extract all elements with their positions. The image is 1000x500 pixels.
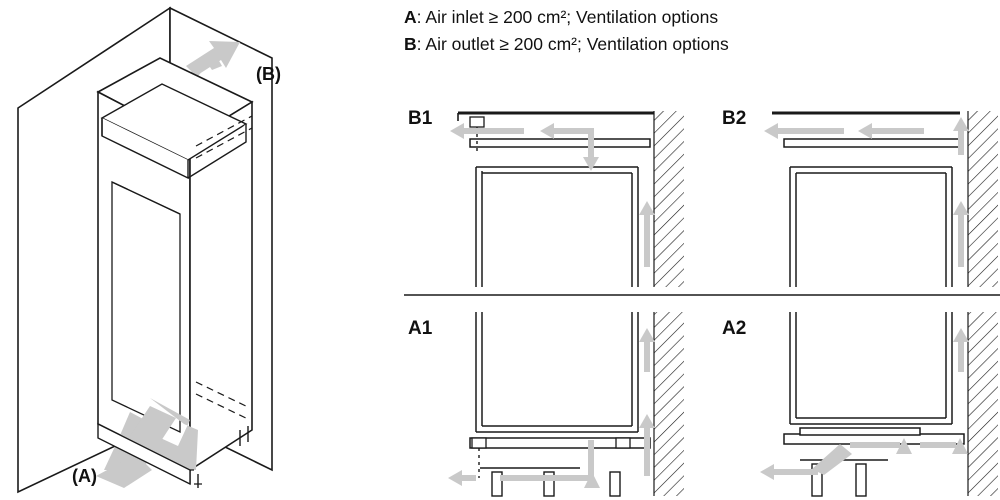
arrow-icon-inlet-left <box>760 444 852 480</box>
legend-text-a: : Air inlet ≥ 200 cm²; Ventilation options <box>416 7 719 27</box>
panel-label-b1: B1 <box>408 108 433 129</box>
arrow-icon-rear-up-top <box>953 328 969 372</box>
legend <box>404 4 984 58</box>
panel-b2-diagram <box>754 105 1000 290</box>
panel-label-a1: A1 <box>408 318 433 339</box>
legend-line-b <box>404 31 984 58</box>
appliance-box <box>476 312 638 432</box>
arrow-icon-inlet-left <box>448 470 476 486</box>
vent-opening <box>470 117 484 127</box>
plinth-feet <box>480 468 620 496</box>
hatched-wall-icon <box>968 111 998 287</box>
panel-a2-diagram <box>754 312 1000 500</box>
appliance-box <box>790 312 952 424</box>
arrow-icon-rear-up-bottom <box>953 201 969 267</box>
cabinet-inner-cavity <box>112 182 180 432</box>
legend-key-a: A <box>404 7 417 27</box>
base-shelf <box>784 428 964 444</box>
panel-label-a2: A2 <box>722 318 747 339</box>
legend-key-b: B <box>404 34 417 54</box>
arrow-icon-rear-up-top <box>639 328 655 372</box>
hatched-wall-icon <box>654 111 684 287</box>
plinth-feet <box>800 460 888 496</box>
arrow-icon-outlet-left <box>450 123 524 139</box>
main-label-a: (A) <box>72 466 97 486</box>
arrow-icon-rear-up <box>639 201 655 267</box>
arrow-icon-top-right <box>858 123 924 139</box>
main-isometric-diagram <box>0 0 400 500</box>
panel-b1-diagram <box>440 105 700 290</box>
arrow-icon-rear-up-top <box>953 117 969 155</box>
panels-divider <box>404 293 1000 297</box>
hatched-wall-icon <box>654 312 684 496</box>
arrow-icon-outlet-left <box>764 123 844 139</box>
panel-label-b2: B2 <box>722 108 747 129</box>
appliance-box <box>476 167 638 287</box>
legend-text-b: : Air outlet ≥ 200 cm²; Ventilation options <box>416 34 729 54</box>
hatched-wall-icon <box>968 312 998 496</box>
upper-shelf <box>470 139 650 147</box>
appliance-box <box>790 167 952 287</box>
upper-shelf <box>784 139 960 147</box>
top-panel <box>458 113 654 121</box>
main-label-b: (B) <box>256 64 281 84</box>
legend-line-a <box>404 4 984 31</box>
panel-a1-diagram <box>440 312 700 500</box>
